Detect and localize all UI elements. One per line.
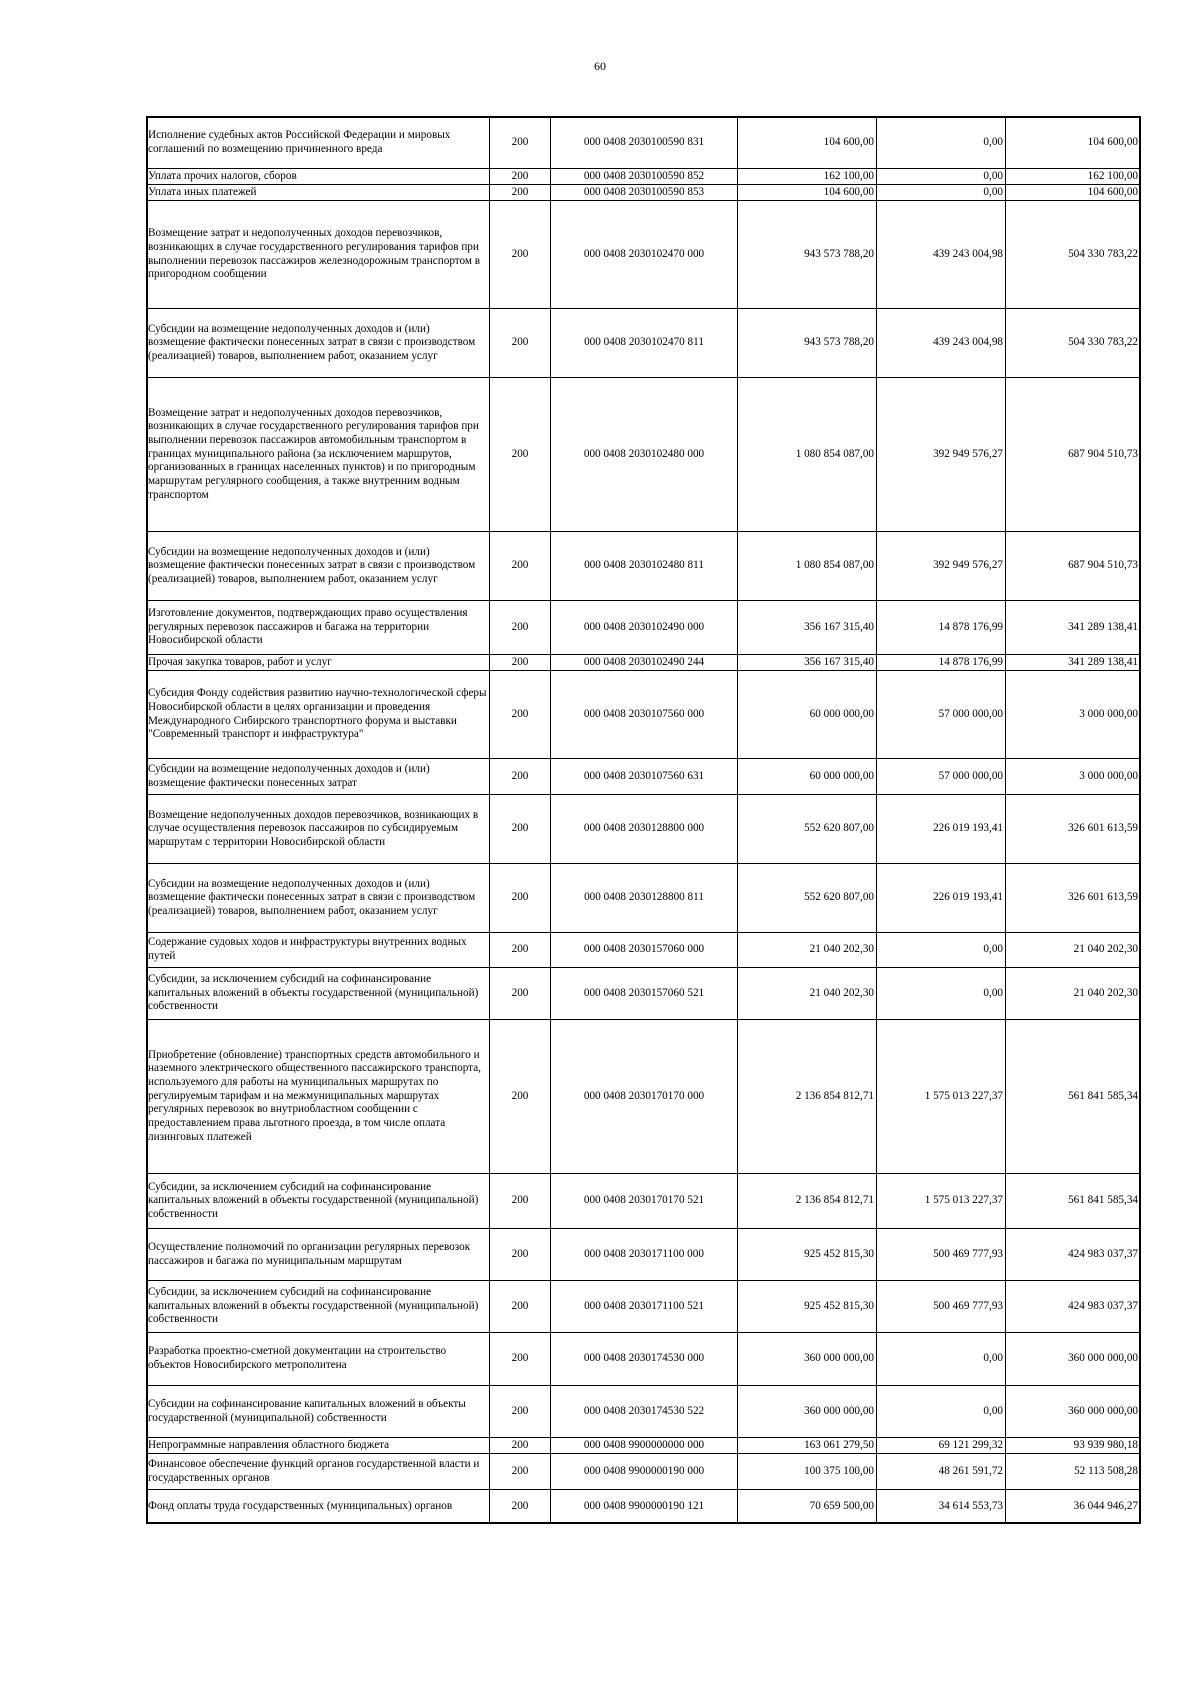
row-classification-code-cell: 000 0408 2030102480 000 xyxy=(551,378,738,532)
row-executed-amount-cell: 14 878 176,99 xyxy=(877,655,1006,671)
row-remaining-amount-cell: 326 601 613,59 xyxy=(1006,795,1141,864)
row-remaining-amount-cell: 561 841 585,34 xyxy=(1006,1174,1141,1229)
row-name-cell: Субсидия Фонду содействия развитию научно-технологической сферы Новосибирской области в целях организации и проведения Международного Сибирского транспортного форума и выставки "Современный транспорт и инфраструктура" xyxy=(147,671,490,759)
row-plan-amount-cell: 1 080 854 087,00 xyxy=(738,532,877,601)
row-name-cell: Субсидии на возмещение недополученных доходов и (или) возмещение фактически понесенных затрат в связи с производством (реализацией) товаров, выполнением работ, оказанием услуг xyxy=(147,864,490,933)
table-row xyxy=(147,1490,1141,1524)
page-number: 60 xyxy=(594,59,606,73)
row-executed-amount-cell: 57 000 000,00 xyxy=(877,759,1006,795)
row-name-cell: Субсидии, за исключением субсидий на софинансирование капитальных вложений в объекты государственной (муниципальной) собственности xyxy=(147,1174,490,1229)
row-plan-amount-cell: 360 000 000,00 xyxy=(738,1333,877,1386)
row-classification-code-cell: 000 0408 2030102470 811 xyxy=(551,309,738,378)
row-name-cell: Разработка проектно-сметной документации на строительство объектов Новосибирского метрополитена xyxy=(147,1333,490,1386)
row-name-cell: Субсидии на возмещение недополученных доходов и (или) возмещение фактически понесенных затрат в связи с производством (реализацией) товаров, выполнением работ, оказанием услуг xyxy=(147,309,490,378)
row-remaining-amount-cell: 52 113 508,28 xyxy=(1006,1454,1141,1490)
row-executed-amount-cell: 226 019 193,41 xyxy=(877,864,1006,933)
row-plan-amount-cell: 1 080 854 087,00 xyxy=(738,378,877,532)
row-executed-amount-cell: 1 575 013 227,37 xyxy=(877,1020,1006,1174)
table-row xyxy=(147,1229,1141,1281)
row-plan-amount-cell: 104 600,00 xyxy=(738,117,877,169)
row-name-cell: Приобретение (обновление) транспортных средств автомобильного и наземного электрического общественного пассажирского транспорта, используемого для работы на муниципальных маршрутах по регулируемым тарифам и на межмуниципальных маршрутах регулярных перевозок во внутриобластном сообщении с предоставлением права льготного проезда, в том числе оплата лизинговых платежей xyxy=(147,1020,490,1174)
table-row xyxy=(147,185,1141,201)
row-classification-code-cell: 000 0408 2030102470 000 xyxy=(551,201,738,309)
row-plan-amount-cell: 21 040 202,30 xyxy=(738,933,877,968)
table-row xyxy=(147,1281,1141,1333)
table-row xyxy=(147,532,1141,601)
row-remaining-amount-cell: 424 983 037,37 xyxy=(1006,1229,1141,1281)
row-executed-amount-cell: 226 019 193,41 xyxy=(877,795,1006,864)
row-remaining-amount-cell: 341 289 138,41 xyxy=(1006,655,1141,671)
row-remaining-amount-cell: 687 904 510,73 xyxy=(1006,532,1141,601)
row-admin-code-cell: 200 xyxy=(490,864,551,933)
table-row xyxy=(147,201,1141,309)
row-classification-code-cell: 000 0408 9900000190 121 xyxy=(551,1490,738,1524)
row-remaining-amount-cell: 341 289 138,41 xyxy=(1006,601,1141,655)
row-plan-amount-cell: 162 100,00 xyxy=(738,169,877,185)
row-executed-amount-cell: 439 243 004,98 xyxy=(877,309,1006,378)
table-row xyxy=(147,1454,1141,1490)
row-classification-code-cell: 000 0408 2030170170 521 xyxy=(551,1174,738,1229)
row-remaining-amount-cell: 687 904 510,73 xyxy=(1006,378,1141,532)
table-row xyxy=(147,933,1141,968)
row-executed-amount-cell: 1 575 013 227,37 xyxy=(877,1174,1006,1229)
table-row xyxy=(147,795,1141,864)
row-executed-amount-cell: 0,00 xyxy=(877,117,1006,169)
row-admin-code-cell: 200 xyxy=(490,1229,551,1281)
row-admin-code-cell: 200 xyxy=(490,378,551,532)
row-executed-amount-cell: 500 469 777,93 xyxy=(877,1229,1006,1281)
row-executed-amount-cell: 48 261 591,72 xyxy=(877,1454,1006,1490)
row-remaining-amount-cell: 21 040 202,30 xyxy=(1006,933,1141,968)
row-remaining-amount-cell: 360 000 000,00 xyxy=(1006,1386,1141,1438)
row-name-cell: Уплата иных платежей xyxy=(147,185,490,201)
table-row xyxy=(147,1386,1141,1438)
table-row xyxy=(147,1333,1141,1386)
row-admin-code-cell: 200 xyxy=(490,1490,551,1524)
row-remaining-amount-cell: 504 330 783,22 xyxy=(1006,201,1141,309)
row-plan-amount-cell: 104 600,00 xyxy=(738,185,877,201)
row-classification-code-cell: 000 0408 2030157060 000 xyxy=(551,933,738,968)
row-executed-amount-cell: 0,00 xyxy=(877,1333,1006,1386)
row-plan-amount-cell: 100 375 100,00 xyxy=(738,1454,877,1490)
row-executed-amount-cell: 439 243 004,98 xyxy=(877,201,1006,309)
row-plan-amount-cell: 552 620 807,00 xyxy=(738,795,877,864)
row-plan-amount-cell: 943 573 788,20 xyxy=(738,309,877,378)
row-name-cell: Субсидии на возмещение недополученных доходов и (или) возмещение фактически понесенных затрат в связи с производством (реализацией) товаров, выполнением работ, оказанием услуг xyxy=(147,532,490,601)
row-name-cell: Содержание судовых ходов и инфраструктуры внутренних водных путей xyxy=(147,933,490,968)
row-name-cell: Исполнение судебных актов Российской Федерации и мировых соглашений по возмещению причиненного вреда xyxy=(147,117,490,169)
row-executed-amount-cell: 14 878 176,99 xyxy=(877,601,1006,655)
row-plan-amount-cell: 163 061 279,50 xyxy=(738,1438,877,1454)
row-classification-code-cell: 000 0408 2030102490 244 xyxy=(551,655,738,671)
row-admin-code-cell: 200 xyxy=(490,601,551,655)
row-classification-code-cell: 000 0408 2030174530 000 xyxy=(551,1333,738,1386)
row-plan-amount-cell: 21 040 202,30 xyxy=(738,968,877,1020)
row-plan-amount-cell: 356 167 315,40 xyxy=(738,655,877,671)
row-remaining-amount-cell: 3 000 000,00 xyxy=(1006,671,1141,759)
row-admin-code-cell: 200 xyxy=(490,933,551,968)
row-remaining-amount-cell: 93 939 980,18 xyxy=(1006,1438,1141,1454)
row-classification-code-cell: 000 0408 2030100590 852 xyxy=(551,169,738,185)
row-admin-code-cell: 200 xyxy=(490,1281,551,1333)
row-admin-code-cell: 200 xyxy=(490,309,551,378)
row-classification-code-cell: 000 0408 2030102490 000 xyxy=(551,601,738,655)
table-row xyxy=(147,1438,1141,1454)
row-classification-code-cell: 000 0408 2030128800 811 xyxy=(551,864,738,933)
row-admin-code-cell: 200 xyxy=(490,1438,551,1454)
row-executed-amount-cell: 0,00 xyxy=(877,933,1006,968)
row-name-cell: Финансовое обеспечение функций органов государственной власти и государственных органов xyxy=(147,1454,490,1490)
row-remaining-amount-cell: 326 601 613,59 xyxy=(1006,864,1141,933)
row-name-cell: Прочая закупка товаров, работ и услуг xyxy=(147,655,490,671)
row-remaining-amount-cell: 36 044 946,27 xyxy=(1006,1490,1141,1524)
row-plan-amount-cell: 70 659 500,00 xyxy=(738,1490,877,1524)
row-remaining-amount-cell: 21 040 202,30 xyxy=(1006,968,1141,1020)
table-row xyxy=(147,601,1141,655)
row-classification-code-cell: 000 0408 2030100590 853 xyxy=(551,185,738,201)
table-row xyxy=(147,117,1141,169)
table-row xyxy=(147,671,1141,759)
table-row xyxy=(147,655,1141,671)
row-executed-amount-cell: 69 121 299,32 xyxy=(877,1438,1006,1454)
row-name-cell: Фонд оплаты труда государственных (муниципальных) органов xyxy=(147,1490,490,1524)
row-classification-code-cell: 000 0408 2030107560 000 xyxy=(551,671,738,759)
row-remaining-amount-cell: 504 330 783,22 xyxy=(1006,309,1141,378)
row-classification-code-cell: 000 0408 9900000000 000 xyxy=(551,1438,738,1454)
budget-table xyxy=(146,116,1141,1524)
row-admin-code-cell: 200 xyxy=(490,1333,551,1386)
row-name-cell: Субсидии, за исключением субсидий на софинансирование капитальных вложений в объекты государственной (муниципальной) собственности xyxy=(147,968,490,1020)
table-row xyxy=(147,1020,1141,1174)
row-executed-amount-cell: 0,00 xyxy=(877,1386,1006,1438)
row-classification-code-cell: 000 0408 2030100590 831 xyxy=(551,117,738,169)
row-admin-code-cell: 200 xyxy=(490,759,551,795)
row-remaining-amount-cell: 104 600,00 xyxy=(1006,117,1141,169)
row-executed-amount-cell: 34 614 553,73 xyxy=(877,1490,1006,1524)
row-admin-code-cell: 200 xyxy=(490,1386,551,1438)
row-name-cell: Возмещение недополученных доходов перевозчиков, возникающих в случае осуществления перевозок пассажиров по субсидируемым маршрутам с территории Новосибирской области xyxy=(147,795,490,864)
row-plan-amount-cell: 552 620 807,00 xyxy=(738,864,877,933)
row-admin-code-cell: 200 xyxy=(490,1454,551,1490)
row-name-cell: Возмещение затрат и недополученных доходов перевозчиков, возникающих в случае государственного регулирования тарифов при выполнении перевозок пассажиров железнодорожным транспортом в пригородном сообщении xyxy=(147,201,490,309)
row-executed-amount-cell: 0,00 xyxy=(877,169,1006,185)
row-remaining-amount-cell: 3 000 000,00 xyxy=(1006,759,1141,795)
row-classification-code-cell: 000 0408 2030157060 521 xyxy=(551,968,738,1020)
table-row xyxy=(147,169,1141,185)
table-row xyxy=(147,759,1141,795)
row-classification-code-cell: 000 0408 2030128800 000 xyxy=(551,795,738,864)
row-remaining-amount-cell: 162 100,00 xyxy=(1006,169,1141,185)
row-remaining-amount-cell: 424 983 037,37 xyxy=(1006,1281,1141,1333)
row-plan-amount-cell: 60 000 000,00 xyxy=(738,759,877,795)
row-name-cell: Субсидии на софинансирование капитальных вложений в объекты государственной (муниципальной) собственности xyxy=(147,1386,490,1438)
row-plan-amount-cell: 925 452 815,30 xyxy=(738,1281,877,1333)
row-classification-code-cell: 000 0408 2030174530 522 xyxy=(551,1386,738,1438)
row-executed-amount-cell: 0,00 xyxy=(877,185,1006,201)
row-name-cell: Субсидии, за исключением субсидий на софинансирование капитальных вложений в объекты государственной (муниципальной) собственности xyxy=(147,1281,490,1333)
row-classification-code-cell: 000 0408 2030171100 521 xyxy=(551,1281,738,1333)
row-name-cell: Уплата прочих налогов, сборов xyxy=(147,169,490,185)
row-remaining-amount-cell: 561 841 585,34 xyxy=(1006,1020,1141,1174)
row-executed-amount-cell: 57 000 000,00 xyxy=(877,671,1006,759)
row-executed-amount-cell: 392 949 576,27 xyxy=(877,378,1006,532)
row-admin-code-cell: 200 xyxy=(490,655,551,671)
row-admin-code-cell: 200 xyxy=(490,532,551,601)
row-admin-code-cell: 200 xyxy=(490,117,551,169)
row-plan-amount-cell: 360 000 000,00 xyxy=(738,1386,877,1438)
row-admin-code-cell: 200 xyxy=(490,1174,551,1229)
row-admin-code-cell: 200 xyxy=(490,201,551,309)
table-row xyxy=(147,378,1141,532)
row-executed-amount-cell: 392 949 576,27 xyxy=(877,532,1006,601)
row-plan-amount-cell: 60 000 000,00 xyxy=(738,671,877,759)
table-row xyxy=(147,1174,1141,1229)
row-name-cell: Изготовление документов, подтверждающих право осуществления регулярных перевозок пассажиров и багажа на территории Новосибирской области xyxy=(147,601,490,655)
row-plan-amount-cell: 2 136 854 812,71 xyxy=(738,1020,877,1174)
table-row xyxy=(147,309,1141,378)
row-classification-code-cell: 000 0408 9900000190 000 xyxy=(551,1454,738,1490)
row-executed-amount-cell: 500 469 777,93 xyxy=(877,1281,1006,1333)
row-name-cell: Субсидии на возмещение недополученных доходов и (или) возмещение фактически понесенных затрат xyxy=(147,759,490,795)
row-plan-amount-cell: 2 136 854 812,71 xyxy=(738,1174,877,1229)
row-admin-code-cell: 200 xyxy=(490,671,551,759)
row-admin-code-cell: 200 xyxy=(490,169,551,185)
row-remaining-amount-cell: 104 600,00 xyxy=(1006,185,1141,201)
row-admin-code-cell: 200 xyxy=(490,185,551,201)
row-plan-amount-cell: 943 573 788,20 xyxy=(738,201,877,309)
row-admin-code-cell: 200 xyxy=(490,795,551,864)
row-name-cell: Возмещение затрат и недополученных доходов перевозчиков, возникающих в случае государственного регулирования тарифов при выполнении перевозок пассажиров автомобильным транспортом в границах муниципального района (за исключением маршрутов, организованных в границах населенных пунктов) и по пригородным маршрутам регулярного сообщения, а также внутренним водным транспортом xyxy=(147,378,490,532)
row-remaining-amount-cell: 360 000 000,00 xyxy=(1006,1333,1141,1386)
row-admin-code-cell: 200 xyxy=(490,1020,551,1174)
table-row xyxy=(147,864,1141,933)
row-admin-code-cell: 200 xyxy=(490,968,551,1020)
row-name-cell: Непрограммные направления областного бюджета xyxy=(147,1438,490,1454)
row-plan-amount-cell: 356 167 315,40 xyxy=(738,601,877,655)
row-classification-code-cell: 000 0408 2030171100 000 xyxy=(551,1229,738,1281)
row-plan-amount-cell: 925 452 815,30 xyxy=(738,1229,877,1281)
row-classification-code-cell: 000 0408 2030102480 811 xyxy=(551,532,738,601)
row-classification-code-cell: 000 0408 2030107560 631 xyxy=(551,759,738,795)
row-executed-amount-cell: 0,00 xyxy=(877,968,1006,1020)
row-name-cell: Осуществление полномочий по организации регулярных перевозок пассажиров и багажа по муниципальным маршрутам xyxy=(147,1229,490,1281)
table-row xyxy=(147,968,1141,1020)
row-classification-code-cell: 000 0408 2030170170 000 xyxy=(551,1020,738,1174)
